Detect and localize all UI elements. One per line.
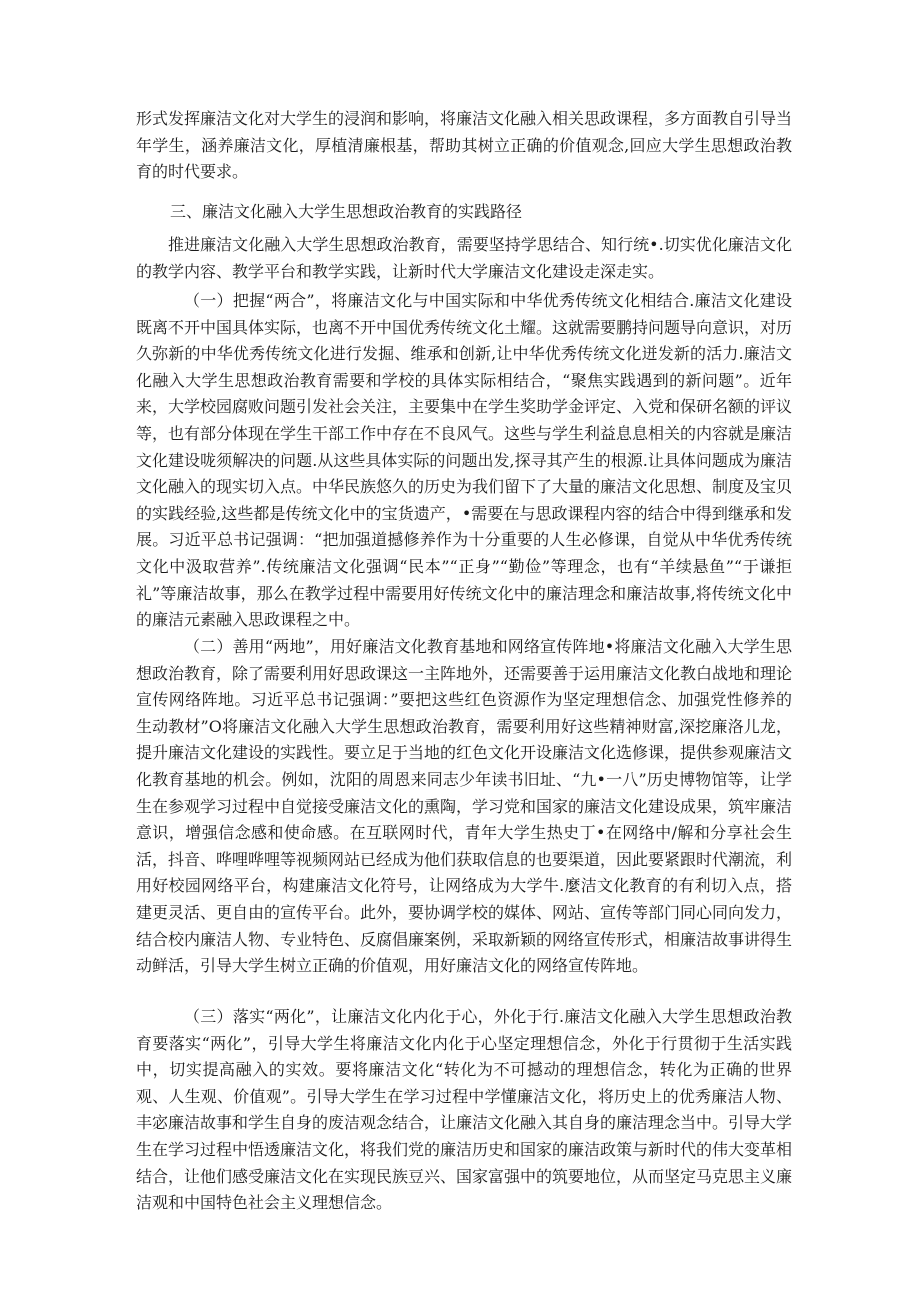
section-heading: 三、廉洁文化融入大学生思想政治教育的实践路径 [170,202,523,221]
paragraph-section-intro: 推进廉洁文化融入大学生思想政治教育，需要坚持学思结合、知行统•.切实优化廉洁文化的教学内容、教学平台和教学实践，让新时代大学廉洁文化建设走深走实。 [136,235,792,281]
paragraph-subsection-2: （二）善用“两地”，用好廉洁文化教育基地和网络宣传阵地•将廉洁文化融入大学生思想政治教育，除了需要利用好思政课这一主阵地外，还需要善于运用廉洁文化教白战地和理论宣传网络阵地。习近平总书记强调：”要把这些红色资源作为坚定理想信念、加强党性修养的生动教材”O将廉洁文化融入大学生思想政治教育，需要利用好这些精神财富,深挖廉洛儿龙，提升廉洁文化建设的实践性。要立足于当地的红色文化开设廉洁文化选修课，提供参观廉洁文化教育基地的机会。例如，沈阳的周恩来同志少年读书旧址、“九•一八”历史博物馆等，让学生在参观学习过程中自觉接受廉洁文化的熏陶，学习党和国家的廉洁文化建设成果，筑牢廉洁意识，增强信念感和使命感。在互联网时代，青年大学生热史丁•在网络中/解和分享社会生活，抖音、哗哩哗哩等视频网站已经成为他们获取信息的也要渠道，因此要紧跟时代潮流，利用好校园网络平台，构建廉洁文化符号，让网络成为大学牛.麼洁文化教育的有利切入点，搭建更灵活、更自由的宣传平台。此外，要协调学校的媒体、网站、宣传等部门同心同向发力，结合校内廉洁人物、专业特色、反腐倡廉案例，采取新颖的网络宣传形式，相廉洁故事讲得生动鲜活，引导大学生树立正确的价值观，用好廉洁文化的网络宣传阵地。 [136,637,793,976]
paragraph-subsection-1: （一）把握“两合”，将廉洁文化与中国实际和中华优秀传统文化相结合.廉洁文化建设既离不开中国具体实际，也离不开中国优秀传统文化土耀。这就需要鹏持问题导向意识，对历久弥新的中华优秀传统文化进行发掘、维承和创新,让中华优秀传统文化迸发新的活力.廉洁文化融入大学生思想政治教育需要和学校的具体实际相结合，“聚焦实践遇到的新问题”。近年来，大学校园腐败问题引发社会关注，主要集中在学生奖助学金评定、入党和保研名额的评议等，也有部分体现在学生干部工作中存在不良风气。这些与学生利益息息相关的内容就是廉洁文化建设咙须解决的问题.从这些具体实际的问题出发,探寻其产生的根源.让具体问题成为廉洁文化融入的现实切入点。中华民族悠久的历史为我们留下了大量的廉洁文化思想、制度及宝贝的实践经验,这些都是传统文化中的宝货遗产，•需要在与思政课程内容的结合中得到继承和发展。习近平总书记强调：“把加强道撼修养作为十分重要的人生必修课，自觉从中华优秀传统文化中汲取营养”.传统廉洁文化强调“民本”“正身”“勤俭”等理念，也有“羊续悬鱼”“于谦拒礼”等廉洁故事，那么在教学过程中需要用好传统文化中的廉洁理念和廉洁故事,将传统文化中的廉洁元素融入思政课程之中。 [136,291,793,630]
paragraph-subsection-3: （三）落实“两化”，让廉洁文化内化于心，外化于行.廉洁文化融入大学生思想政治教育要落实“两化”，引导大学生将廉洁文化内化于心坚定理想信念，外化于行贯彻于生活实践中，切实提高融入的实效。要将廉洁文化“转化为不可撼动的理想信念，转化为正确的世界观、人生观、价值观”。引导大学生在学习过程中学懂廉洁文化，将历史上的优秀廉洁人物、丰宓廉洁故事和学生自身的废洁观念结合，让廉洁文化融入其自身的廉洁理念当中。引导大学生在学习过程中悟透廉洁文化，将我们党的廉洁历史和国家的廉洁政策与新时代的伟大变革相结合，让他们感受廉洁文化在实现民族豆兴、国家富强中的筑要地位，从而坚定马克思主义廉洁观和中国特色社会主义理想信念。 [136,1007,793,1213]
paragraph-intro-continuation: 形式发挥廉洁文化对大学生的浸润和影响，将廉洁文化融入相关思政课程，多方面教自引导当年学生，涵养廉洁文化，厚植清廉根基，帮助其树立正确的价值观念,回应大学生思想政治教育的时代要求。 [136,109,793,182]
